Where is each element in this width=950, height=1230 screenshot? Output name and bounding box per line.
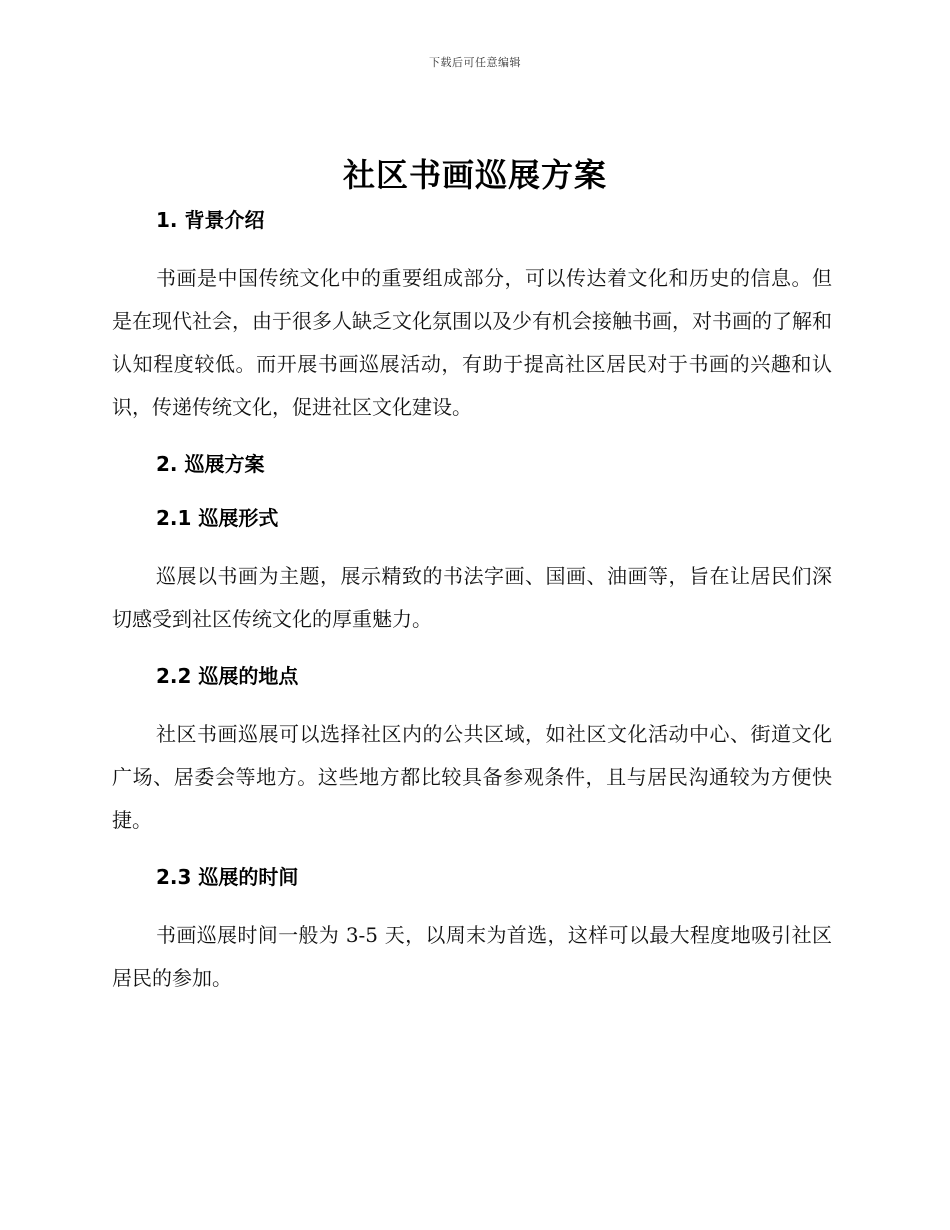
section-paragraph-location: 社区书画巡展可以选择社区内的公共区域，如社区文化活动中心、街道文化广场、居委会等地方。这些地方都比较具备参观条件，且与居民沟通较为方便快捷。 <box>112 722 832 832</box>
document-body <box>112 203 832 1000</box>
section-paragraph-background: 书画是中国传统文化中的重要组成部分，可以传达着文化和历史的信息。但是在现代社会，由于很多人缺乏文化氛围以及少有机会接触书画，对书画的了解和认知程度较低。而开展书画巡展活动，有助于提高社区居民对于书画的兴趣和认识，传递传统文化，促进社区文化建设。 <box>112 266 832 419</box>
section-paragraph-time: 书画巡展时间一般为 3-5 天，以周末为首选，这样可以最大程度地吸引社区居民的参加。 <box>112 923 832 990</box>
section-heading-location: 2.2 巡展的地点 <box>156 664 299 688</box>
section-heading-time: 2.3 巡展的时间 <box>156 865 299 889</box>
section-heading-background: 1. 背景介绍 <box>156 208 265 232</box>
section-heading-plan: 2. 巡展方案 <box>156 452 265 476</box>
header-note: 下载后可任意编辑 <box>429 56 521 69</box>
section-paragraph-format: 巡展以书画为主题，展示精致的书法字画、国画、油画等，旨在让居民们深切感受到社区传统文化的厚重魅力。 <box>112 564 832 631</box>
section-heading-format: 2.1 巡展形式 <box>156 506 279 530</box>
document-title: 社区书画巡展方案 <box>342 156 607 194</box>
